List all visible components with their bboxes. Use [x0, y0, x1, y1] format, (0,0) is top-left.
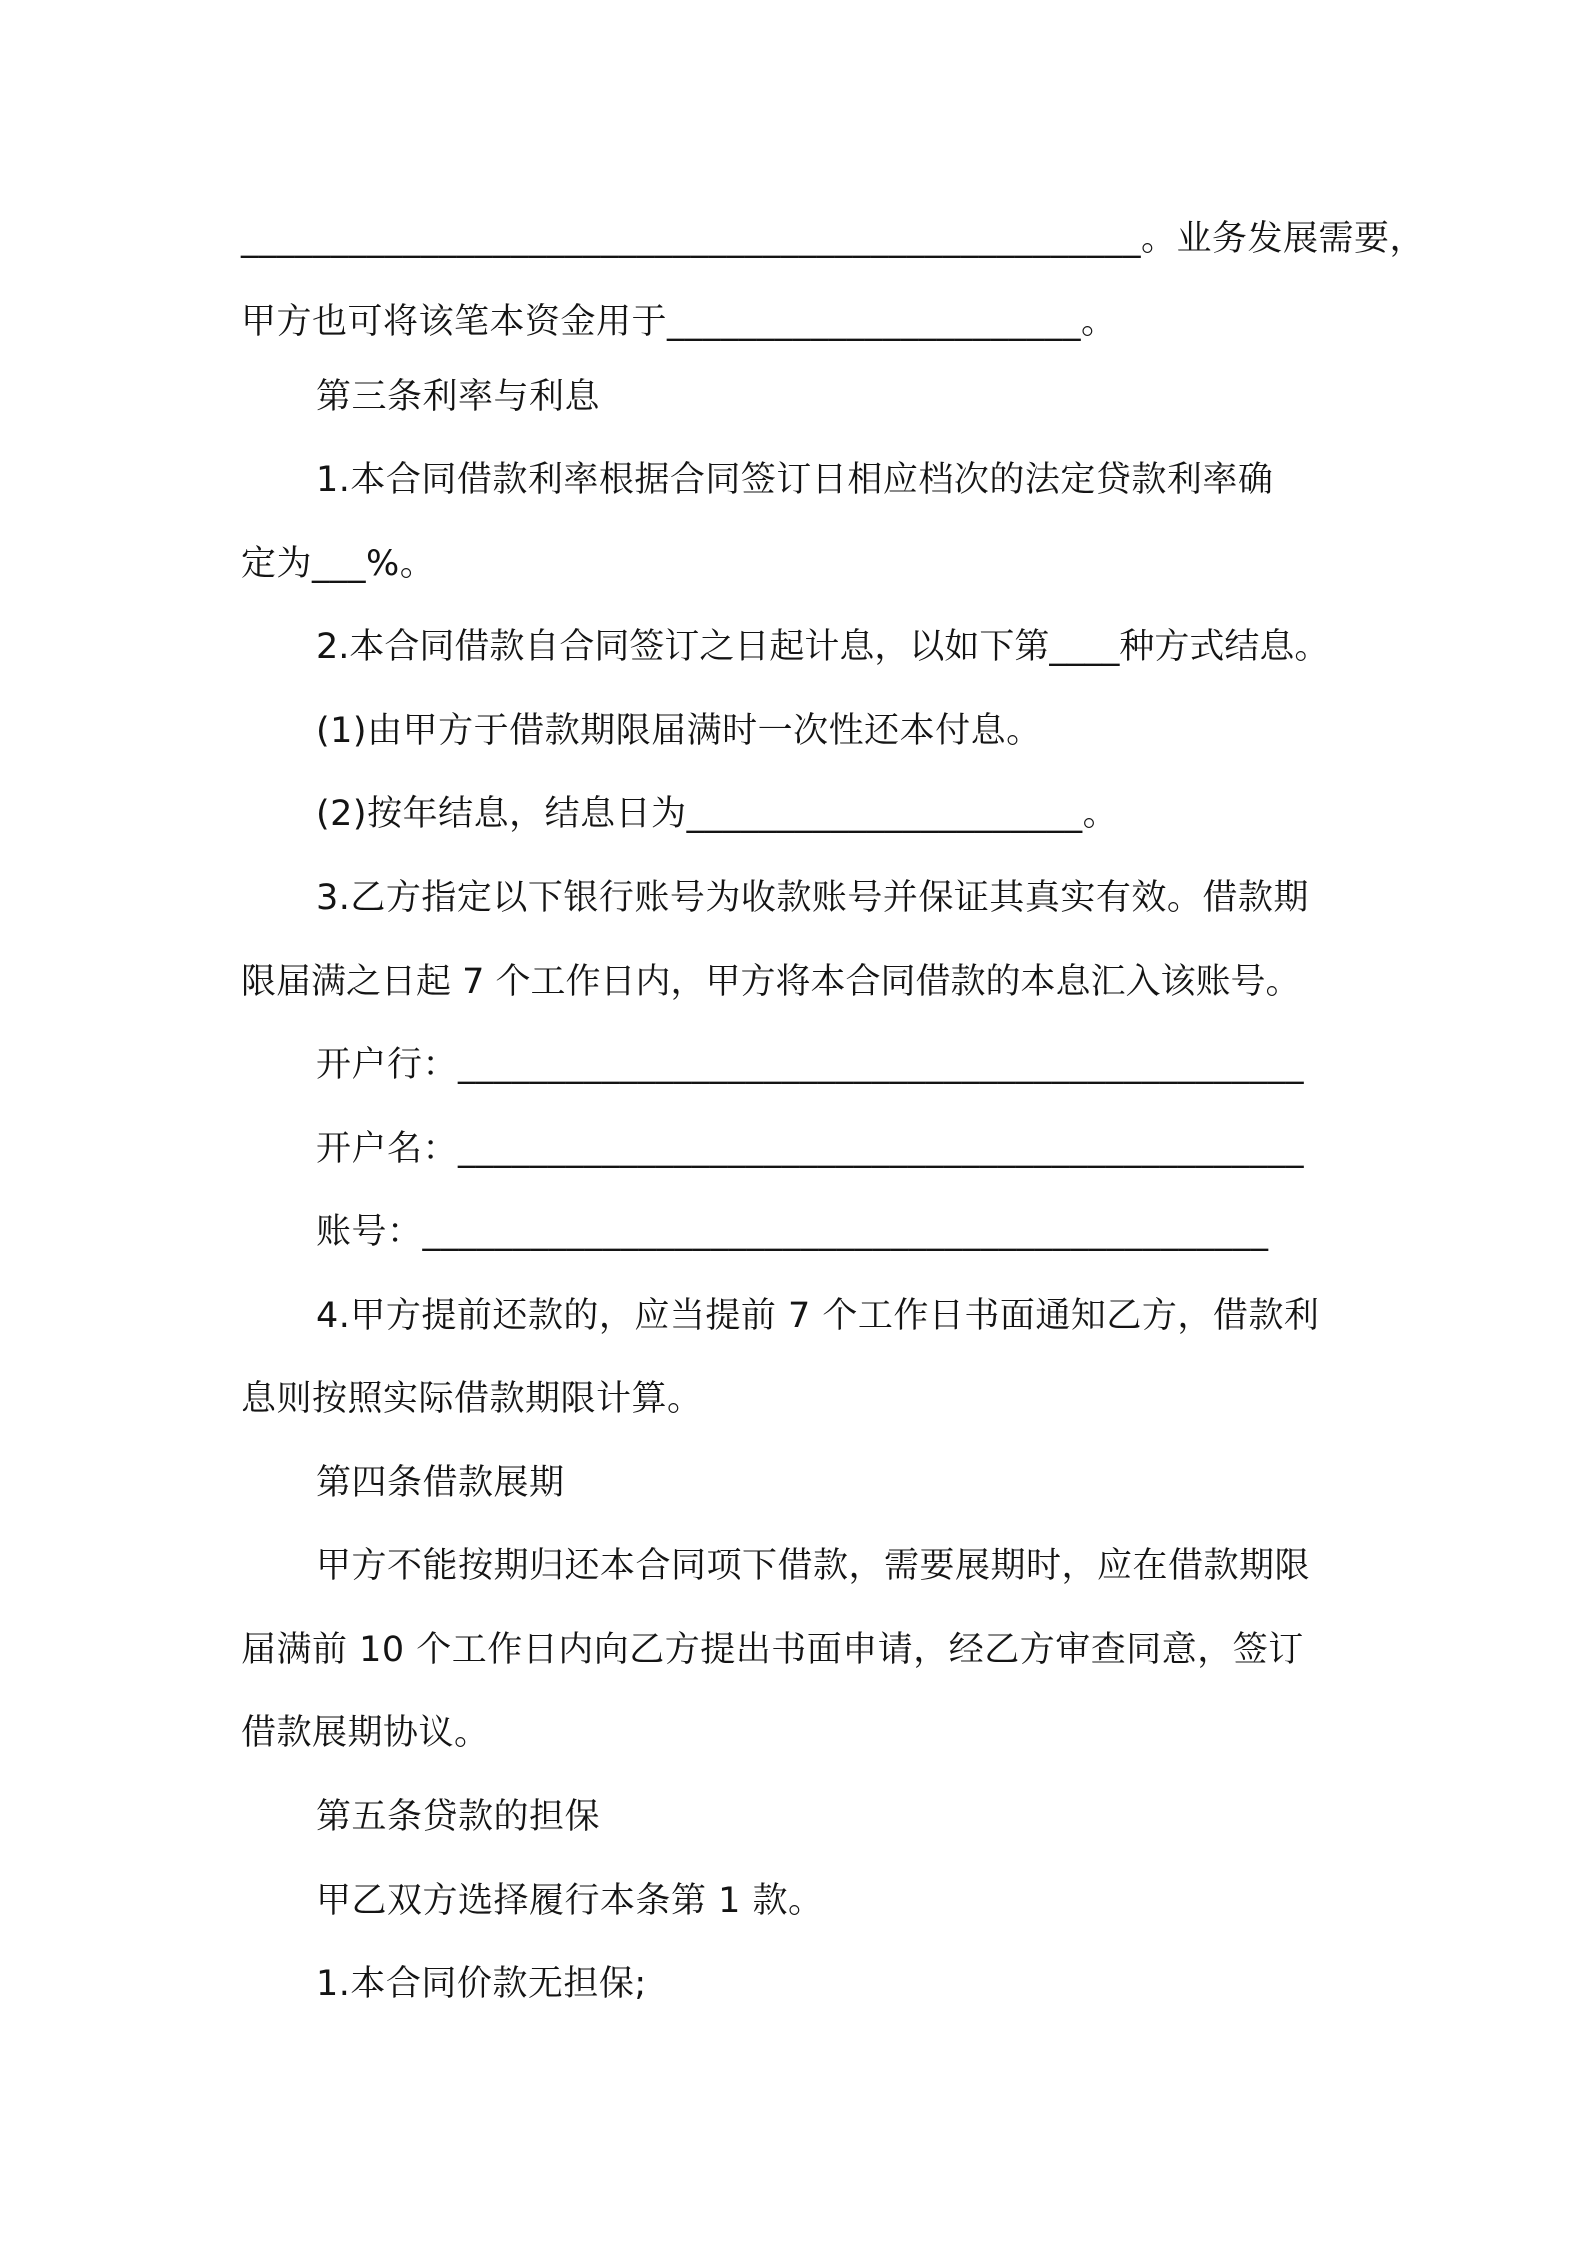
- text-line: 1.本合同借款利率根据合同签订日相应档次的法定贷款利率确: [316, 460, 1274, 500]
- text-line: 甲方不能按期归还本合同项下借款，需要展期时，应在借款期限: [316, 1546, 1311, 1586]
- text-line: 4.甲方提前还款的，应当提前 7 个工作日书面通知乙方，借款利: [316, 1296, 1320, 1336]
- text-line: 届满前 10 个工作日内向乙方提出书面申请，经乙方审查同意，签订: [241, 1630, 1304, 1670]
- text-line: 3.乙方指定以下银行账号为收款账号并保证其真实有效。借款期: [316, 878, 1309, 918]
- text-line: 1.本合同价款无担保;: [316, 1964, 647, 2004]
- text-line: (2)按年结息，结息日为______________________。: [316, 794, 1119, 834]
- text-line: __________________________________________________。业务发展需要，: [241, 219, 1426, 259]
- form-field-account-number: 账号：_______________________________________________: [316, 1212, 1269, 1252]
- text-line: 2.本合同借款自合同签订之日起计息，以如下第____种方式结息。: [316, 627, 1330, 667]
- text-line: (1)由甲方于借款期限届满时一次性还本付息。: [316, 711, 1042, 751]
- form-field-bank: 开户行：_______________________________________________: [316, 1045, 1305, 1085]
- section-heading: 第四条借款展期: [316, 1463, 565, 1503]
- text-line: 借款展期协议。: [241, 1713, 490, 1753]
- section-heading: 第五条贷款的担保: [316, 1797, 601, 1837]
- form-field-account-name: 开户名：_______________________________________________: [316, 1129, 1305, 1169]
- text-line: 息则按照实际借款期限计算。: [241, 1379, 703, 1419]
- text-line: 限届满之日起 7 个工作日内，甲方将本合同借款的本息汇入该账号。: [241, 962, 1301, 1002]
- text-line: 甲乙双方选择履行本条第 1 款。: [316, 1881, 824, 1921]
- text-line: 甲方也可将该笔本资金用于_______________________。: [241, 302, 1117, 342]
- section-heading: 第三条利率与利息: [316, 377, 601, 417]
- text-line: 定为___%。: [241, 544, 436, 584]
